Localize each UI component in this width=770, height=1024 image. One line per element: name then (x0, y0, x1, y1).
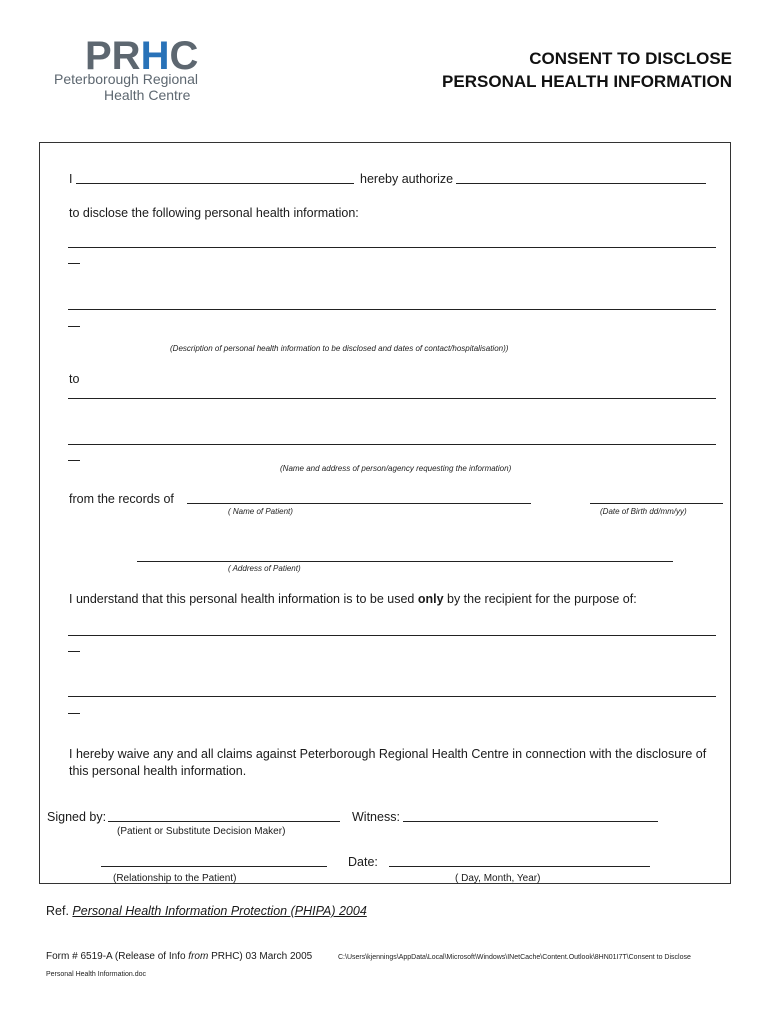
relationship-field[interactable] (101, 866, 327, 867)
reference-title: Personal Health Information Protection (PHIPA) 2004 (72, 904, 367, 918)
requester-field-1[interactable] (68, 398, 716, 399)
waiver-line-1: I hereby waive any and all claims against Peterborough Regional Health Centre in connection with the disclosure of (69, 747, 707, 761)
patient-name-caption: ( Name of Patient) (228, 507, 293, 516)
date-caption: ( Day, Month, Year) (455, 873, 541, 884)
witness-label: Witness: (352, 810, 400, 824)
relationship-caption: (Relationship to the Patient) (113, 873, 237, 884)
records-label: from the records of (69, 492, 174, 506)
page-title-line-1: CONSENT TO DISCLOSE (529, 49, 732, 68)
date-label: Date: (348, 855, 378, 869)
reference-prefix: Ref. (46, 904, 73, 918)
logo-line-2: Health Centre (104, 87, 191, 103)
logo-pr: PR (85, 34, 141, 78)
signed-by-caption: (Patient or Substitute Decision Maker) (117, 826, 286, 837)
authorized-party-field[interactable] (456, 183, 706, 184)
reference-line (46, 904, 367, 918)
authorizer-name-field[interactable] (76, 183, 354, 184)
description-caption: (Description of personal health information to be disclosed and dates of contact/hospitalisation)) (170, 344, 509, 353)
purpose-statement (69, 592, 637, 606)
description-field-1[interactable] (68, 247, 716, 248)
line-continuation (68, 460, 80, 461)
signature-field[interactable] (108, 821, 340, 822)
patient-address-field[interactable] (137, 561, 673, 562)
requester-caption: (Name and address of person/agency requesting the information) (280, 464, 512, 473)
waiver-line-2: this personal health information. (69, 764, 247, 778)
page-title-line-2: PERSONAL HEALTH INFORMATION (442, 72, 732, 91)
logo-h: H (140, 34, 170, 78)
form-number (46, 951, 312, 962)
date-of-birth-caption: (Date of Birth dd/mm/yy) (600, 507, 687, 516)
purpose-field-1[interactable] (68, 635, 716, 636)
logo-line-1: Peterborough Regional (54, 71, 198, 87)
purpose-text-before: I understand that this personal health information is to be used (69, 592, 418, 606)
purpose-field-2[interactable] (68, 696, 716, 697)
witness-field[interactable] (403, 821, 658, 822)
form-number-before: Form # 6519-A (Release of Info (46, 951, 189, 962)
to-label: to (69, 372, 80, 386)
requester-field-2[interactable] (68, 444, 716, 445)
file-path-line-2: Personal Health Information.doc (46, 971, 146, 978)
line-continuation (68, 713, 80, 714)
form-number-italic: from (188, 951, 209, 962)
patient-name-field[interactable] (187, 503, 531, 504)
logo-c: C (169, 34, 199, 78)
date-of-birth-field[interactable] (590, 503, 723, 504)
file-path: C:\Users\kjennings\AppData\Local\Microsoft\Windows\INetCache\Content.Outlook\8HN01I7T\Consent to Disclose (338, 954, 691, 961)
form-number-after: PRHC) 03 March 2005 (208, 951, 313, 962)
authorize-label: hereby authorize (360, 172, 454, 186)
purpose-emphasis: only (417, 592, 444, 606)
line-continuation (68, 326, 80, 327)
patient-address-caption: ( Address of Patient) (228, 564, 301, 573)
i-label: I (69, 172, 73, 186)
description-field-2[interactable] (68, 309, 716, 310)
date-field[interactable] (389, 866, 650, 867)
line-continuation (68, 651, 80, 652)
line-continuation (68, 263, 80, 264)
signed-by-label: Signed by: (47, 810, 107, 824)
disclose-label: to disclose the following personal health information: (69, 206, 359, 220)
purpose-text-after: by the recipient for the purpose of: (443, 592, 637, 606)
